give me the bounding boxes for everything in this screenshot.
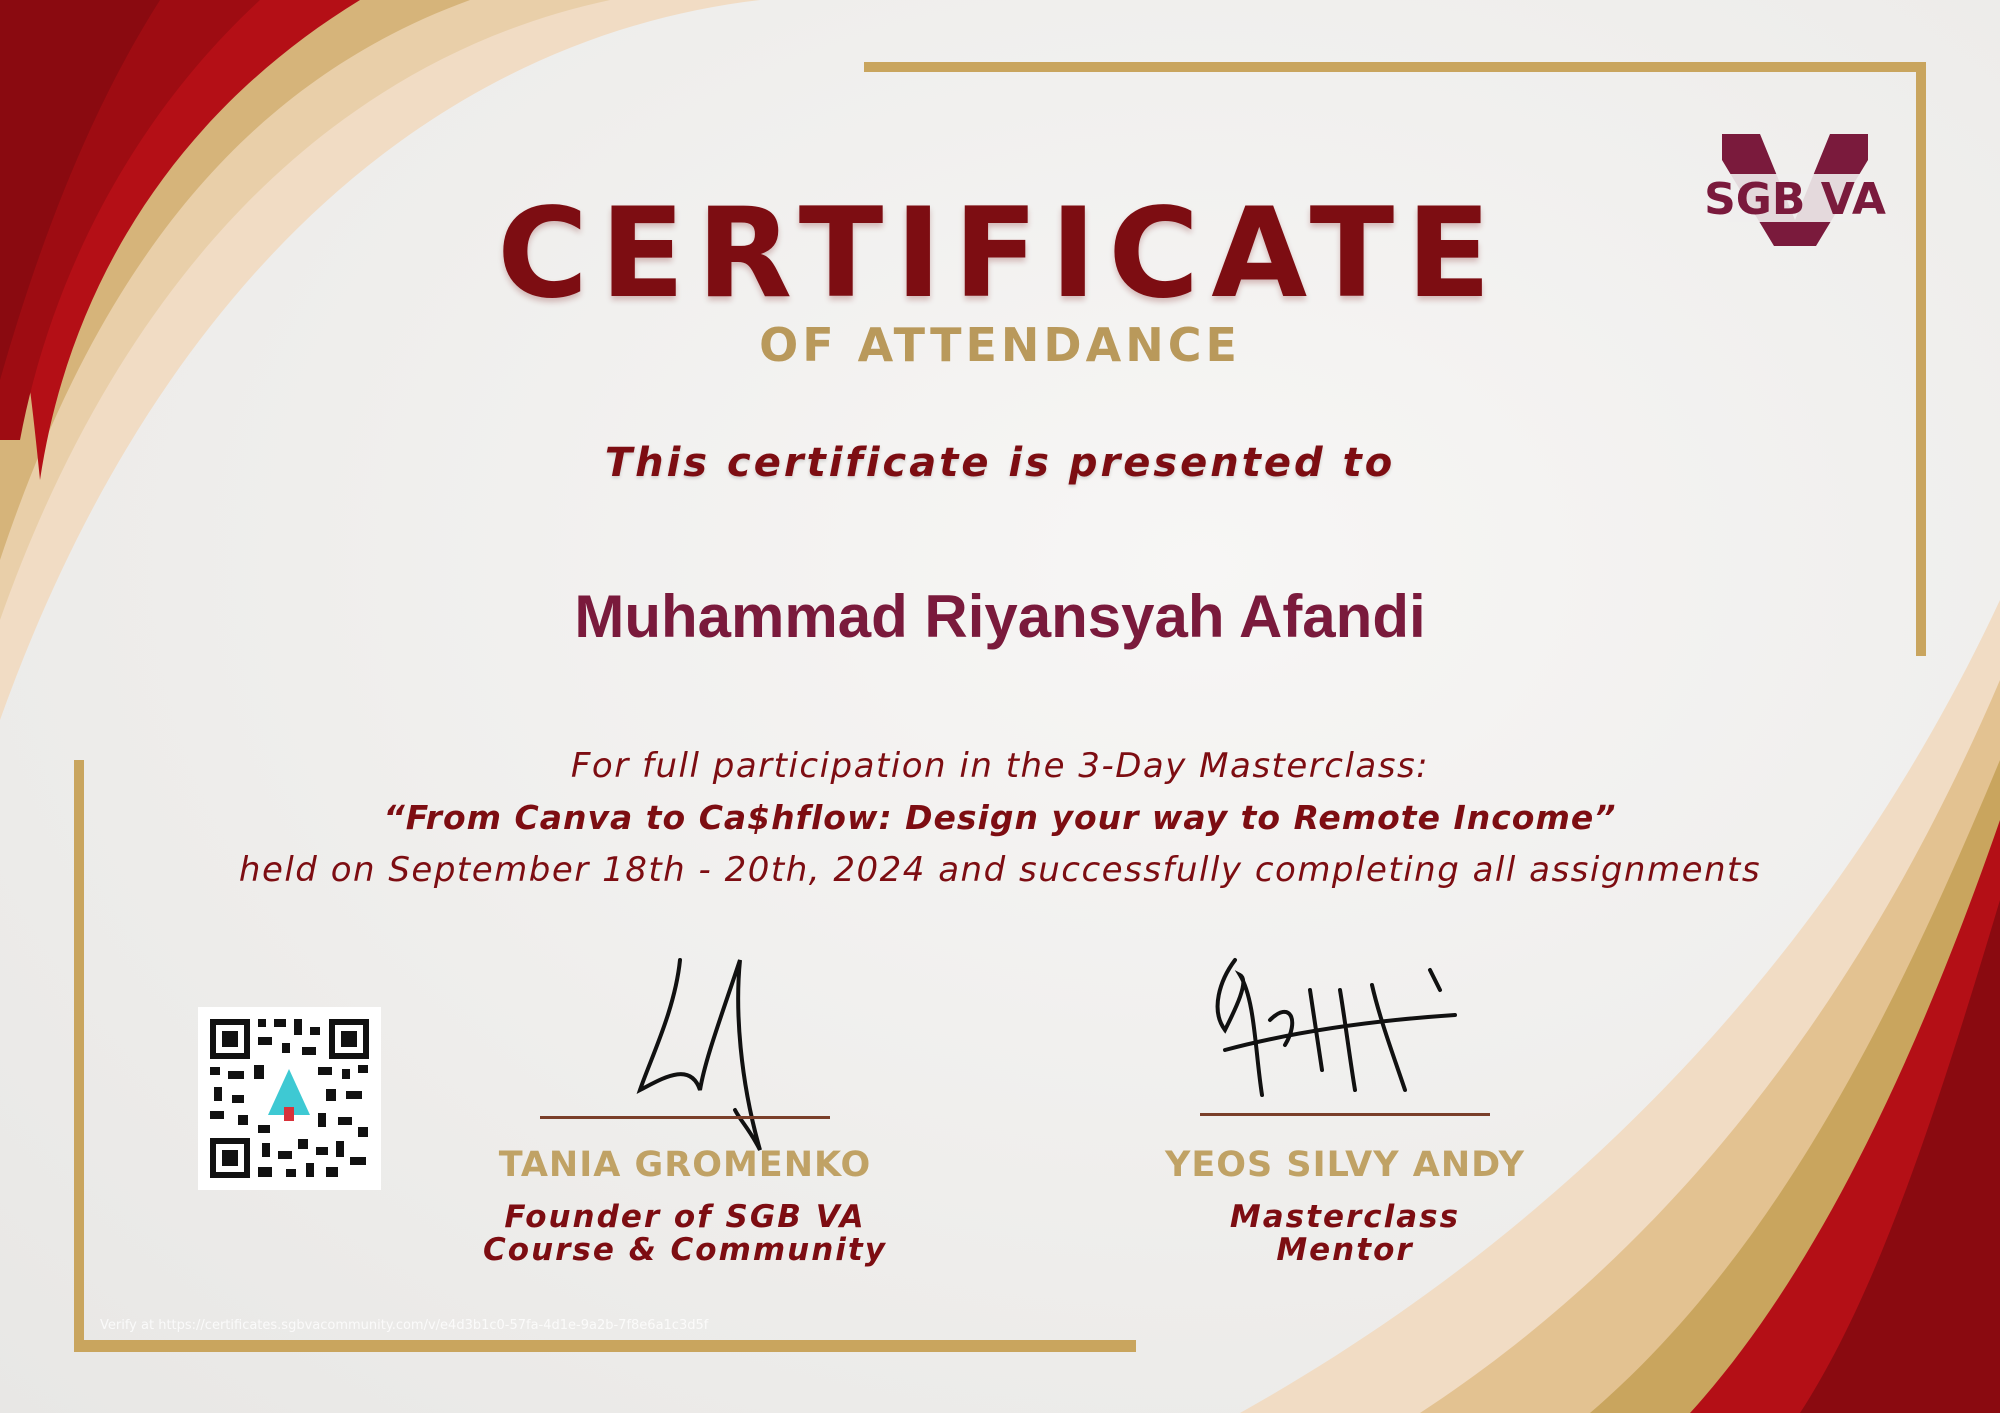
recipient-name: Muhammad Riyansyah Afandi <box>574 583 1426 650</box>
certificate-subtitle: OF ATTENDANCE <box>759 318 1241 372</box>
signatory-2-name: YEOS SILVY ANDY <box>1165 1145 1525 1185</box>
signatory-1-role <box>435 1201 935 1267</box>
signatory-2 <box>1095 1145 1595 1267</box>
presented-to-text: This certificate is presented to <box>604 440 1396 486</box>
held-on-line: held on September 18th - 20th, 2024 and successfully completing all assignments <box>238 850 1762 890</box>
signature-line-2 <box>1200 1113 1490 1116</box>
signatory-1 <box>435 1145 935 1267</box>
signature-line-1 <box>540 1116 830 1119</box>
signatory-2-role-line1: Masterclass <box>1229 1199 1461 1235</box>
participation-line: For full participation in the 3-Day Masterclass: <box>570 746 1430 786</box>
certificate-title: CERTIFICATE <box>497 182 1503 326</box>
masterclass-title: “From Canva to Ca$hflow: Design your way to Remote Income” <box>383 798 1617 837</box>
signatory-1-role-line2: Course & Community <box>483 1232 887 1268</box>
signatory-1-role-line1: Founder of SGB VA <box>504 1199 866 1235</box>
signatory-2-role <box>1095 1201 1595 1267</box>
signatory-1-name: TANIA GROMENKO <box>498 1145 872 1185</box>
logo-text: SGB VA <box>1704 174 1886 225</box>
verification-link[interactable]: Verify at https://certificates.sgbvacommunity.com/v/e4d3b1c0-57fa-4d1e-9a2b-7f8e6a1c3d5f <box>100 1318 709 1333</box>
signatory-2-role-line2: Mentor <box>1276 1232 1414 1268</box>
